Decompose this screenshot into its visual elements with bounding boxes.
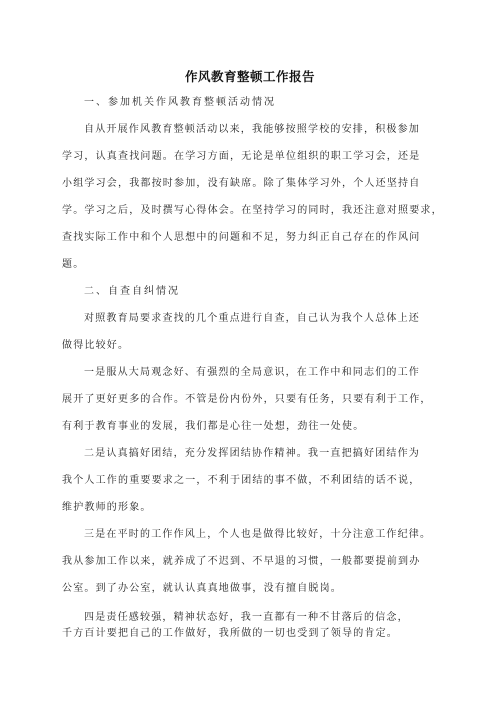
paragraph-line: 展开了更好更多的合作。不管是份内份外，只要有任务，只要有利于工作， — [62, 394, 432, 405]
paragraph-line: 题。 — [62, 259, 85, 270]
paragraph-line: 公室。到了办公室，就认认真真地做事，没有擅自脱岗。 — [62, 583, 342, 594]
paragraph-line: 千方百计要把自己的工作做好，我所做的一切也受到了领导的肯定。 — [62, 628, 398, 639]
paragraph-line: 有利于教育事业的发展，我们都是心往一处想，劲往一处使。 — [62, 421, 365, 432]
paragraph-line: 学。学习之后，及时撰写心得体会。在坚持学习的同时，我还注意对照要求， — [62, 205, 443, 216]
paragraph-line: 四是责任感较强，精神状态好，我一直都有一种不甘落后的信念， — [84, 612, 409, 623]
paragraph-line: 查找实际工作中和个人思想中的问题和不足，努力纠正自己存在的作风问 — [62, 232, 421, 243]
section-heading-1: 一、参加机关作风教育整顿活动情况 — [84, 97, 276, 108]
paragraph-line: 学习，认真查找问题。在学习方面，无论是单位组织的职工学习会，还是 — [62, 151, 421, 162]
paragraph-line: 做得比较好。 — [62, 340, 130, 351]
paragraph-line: 我从参加工作以来，就养成了不迟到、不早退的习惯，一般都要提前到办 — [62, 556, 421, 567]
paragraph-line: 我个人工作的重要要求之一，不利于团结的事不做，不利团结的话不说， — [62, 475, 421, 486]
paragraph-line: 对照教育局要求查找的几个重点进行自查，自己认为我个人总体上还 — [84, 313, 420, 324]
paragraph-line: 一是服从大局观念好、有强烈的全局意识，在工作中和同志们的工作 — [84, 367, 420, 378]
paragraph-line: 自从开展作风教育整顿活动以来，我能够按照学校的安排，积极参加 — [84, 124, 420, 135]
document-title: 作风教育整顿工作报告 — [184, 69, 315, 84]
section-heading-2: 二、自查自纠情况 — [84, 286, 180, 297]
paragraph-line: 二是认真搞好团结，充分发挥团结协作精神。我一直把搞好团结作为 — [84, 448, 420, 459]
paragraph-line: 小组学习会，我都按时参加，没有缺席。除了集体学习外，个人还坚持自 — [62, 178, 421, 189]
paragraph-line: 维护教师的形象。 — [62, 502, 152, 513]
paragraph-line: 三是在平时的工作作风上，个人也是做得比较好，十分注意工作纪律。 — [84, 529, 432, 540]
